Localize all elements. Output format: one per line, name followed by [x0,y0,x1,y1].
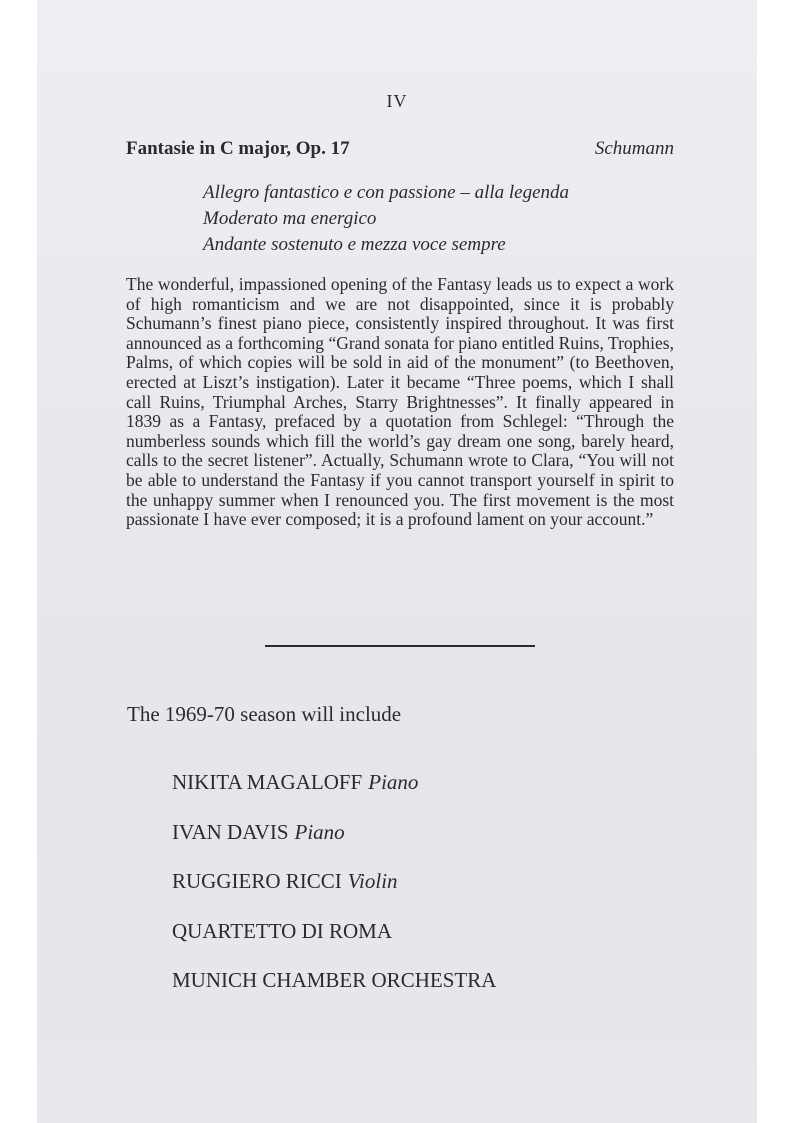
artist-list [172,770,502,1018]
artist-name: RUGGIERO RICCI [172,869,342,893]
movement-item: Andante sostenuto e mezza voce sempre [203,234,506,255]
composer-name: Schumann [594,138,674,159]
section-divider [265,645,535,647]
season-heading: The 1969-70 season will include [127,702,402,726]
programme-note: The wonderful, impassioned opening of the Fantasy leads us to expect a work of high romanticism and we are not disappointed, since it is probably Schumann’s finest piano piece, consistently inspired throughout. It was first announced as a forthcoming “Grand sonata for piano entitled Ruins, Trophies, Palms, of which copies will be sold in aid of the monument” (to Beethoven, erected at Liszt’s instigation). Later it became “Three poems, which I shall call Ruins, Triumphal Arches, Starry Brightnesses”. It finally appeared in 1839 as a Fantasy, prefaced by a quotation from Schlegel: “Through the numberless sounds which fill the world’s gay dream one song, barely heard, calls to the secret listener”. Actually, Schumann wrote to Clara, “You will not be able to understand the Fantasy if you cannot transport yourself in spirit to the unhappy summer when I renounced you. The first movement is the most passionate I have ever composed; it is a profound lament on your account.” [126,274,674,530]
programme-page [37,0,757,1123]
artist-instrument: Piano [294,819,345,844]
artist-item [172,968,502,1018]
artist-name: QUARTETTO DI ROMA [172,918,393,943]
movement-list [203,180,569,258]
movement-item: Allegro fantastico e con passione – alla legenda [203,182,570,203]
artist-instrument: Violin [347,869,398,893]
artist-item [172,820,502,870]
artist-item [172,919,502,969]
artist-item [172,770,502,820]
work-heading [126,138,674,164]
artist-name: IVAN DAVIS [172,819,289,844]
artist-name: NIKITA MAGALOFF [172,770,363,794]
artist-instrument: Piano [368,770,419,794]
movement-item: Moderato ma energico [203,208,377,229]
artist-name: MUNICH CHAMBER ORCHESTRA [172,968,497,992]
work-title: Fantasie in C major, Op. 17 [126,138,350,159]
artist-item [172,869,502,919]
page-number: IV [386,91,408,111]
